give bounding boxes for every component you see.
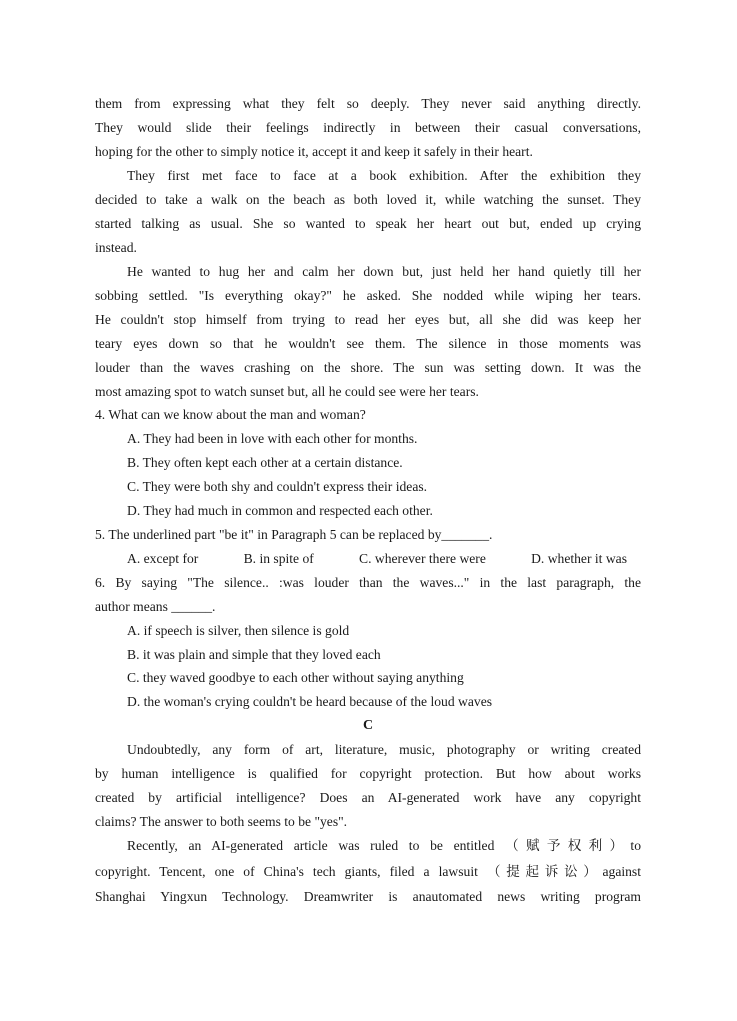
question-5-option-b: B. in spite of (243, 551, 314, 566)
question-5-options (127, 550, 627, 568)
passage-b-line-3: hoping for the other to simply notice it, accept it and keep it safely in their heart. (95, 144, 533, 159)
section-c-line-3: created by artificial intelligence? Does an AI-generated work have any copyright (95, 790, 641, 805)
question-5-stem: 5. The underlined part "be it" in Paragraph 5 can be replaced by_______. (95, 527, 493, 542)
question-6-stem-line-1: 6. By saying "The silence.. :was louder than the waves..." in the last paragraph, the (95, 575, 641, 590)
passage-b-line-7: instead. (95, 240, 137, 255)
question-6-option-a: A. if speech is silver, then silence is gold (127, 623, 350, 638)
section-c-line-6: copyright. Tencent, one of China's tech giants, filed a lawsuit （提起诉讼）against (95, 864, 641, 879)
passage-b-line-4: They first met face to face at a book exhibition. After the exhibition they (127, 168, 641, 183)
section-c-line-1: Undoubtedly, any form of art, literature, music, photography or writing created (127, 742, 641, 757)
question-4-option-a: A. They had been in love with each other for months. (127, 431, 418, 446)
question-4-option-d: D. They had much in common and respected each other. (127, 503, 433, 518)
section-c-line-2: by human intelligence is qualified for copyright protection. But how about works (95, 766, 641, 781)
passage-b-line-6: started talking as usual. She so wanted to speak her heart out but, ended up crying (95, 216, 641, 231)
passage-b-line-11: teary eyes down so that he wouldn't see them. The silence in those moments was (95, 336, 641, 351)
passage-b-line-1: them from expressing what they felt so deeply. They never said anything directly. (95, 96, 641, 111)
question-4-option-c: C. They were both shy and couldn't express their ideas. (127, 479, 428, 494)
question-6-option-b: B. it was plain and simple that they loved each (127, 647, 381, 662)
passage-b-line-10: He couldn't stop himself from trying to read her eyes but, all she did was keep her (95, 312, 641, 327)
question-4-option-b: B. They often kept each other at a certain distance. (127, 455, 403, 470)
section-c-line-5: Recently, an AI-generated article was ruled to be entitled （赋予权利）to (127, 838, 641, 853)
passage-b-line-12: louder than the waves crashing on the shore. The sun was setting down. It was the (95, 360, 641, 375)
question-5-option-a: A. except for (127, 551, 199, 566)
passage-b-line-13: most amazing spot to watch sunset but, all he could see were her tears. (95, 384, 479, 399)
question-6-stem-line-2: author means ______. (95, 599, 216, 614)
section-c-line-4: claims? The answer to both seems to be "yes". (95, 814, 348, 829)
passage-b-line-5: decided to take a walk on the beach as both loved it, while watching the sunset. They (95, 192, 641, 207)
passage-b-line-8: He wanted to hug her and calm her down but, just held her hand quietly till her (127, 264, 641, 279)
question-5-option-d: D. whether it was (531, 551, 627, 566)
question-4-stem: 4. What can we know about the man and woman? (95, 407, 366, 422)
passage-b-line-9: sobbing settled. "Is everything okay?" he asked. She nodded while wiping her tears. (95, 288, 641, 303)
passage-b-line-2: They would slide their feelings indirectly in between their casual conversations, (95, 120, 641, 135)
question-6-option-c: C. they waved goodbye to each other without saying anything (127, 670, 464, 685)
section-c-heading: C (362, 718, 374, 733)
question-5-option-c: C. wherever there were (359, 551, 486, 566)
question-6-option-d: D. the woman's crying couldn't be heard because of the loud waves (127, 694, 493, 709)
section-c-line-7: Shanghai Yingxun Technology. Dreamwriter is anautomated news writing program (95, 889, 641, 904)
